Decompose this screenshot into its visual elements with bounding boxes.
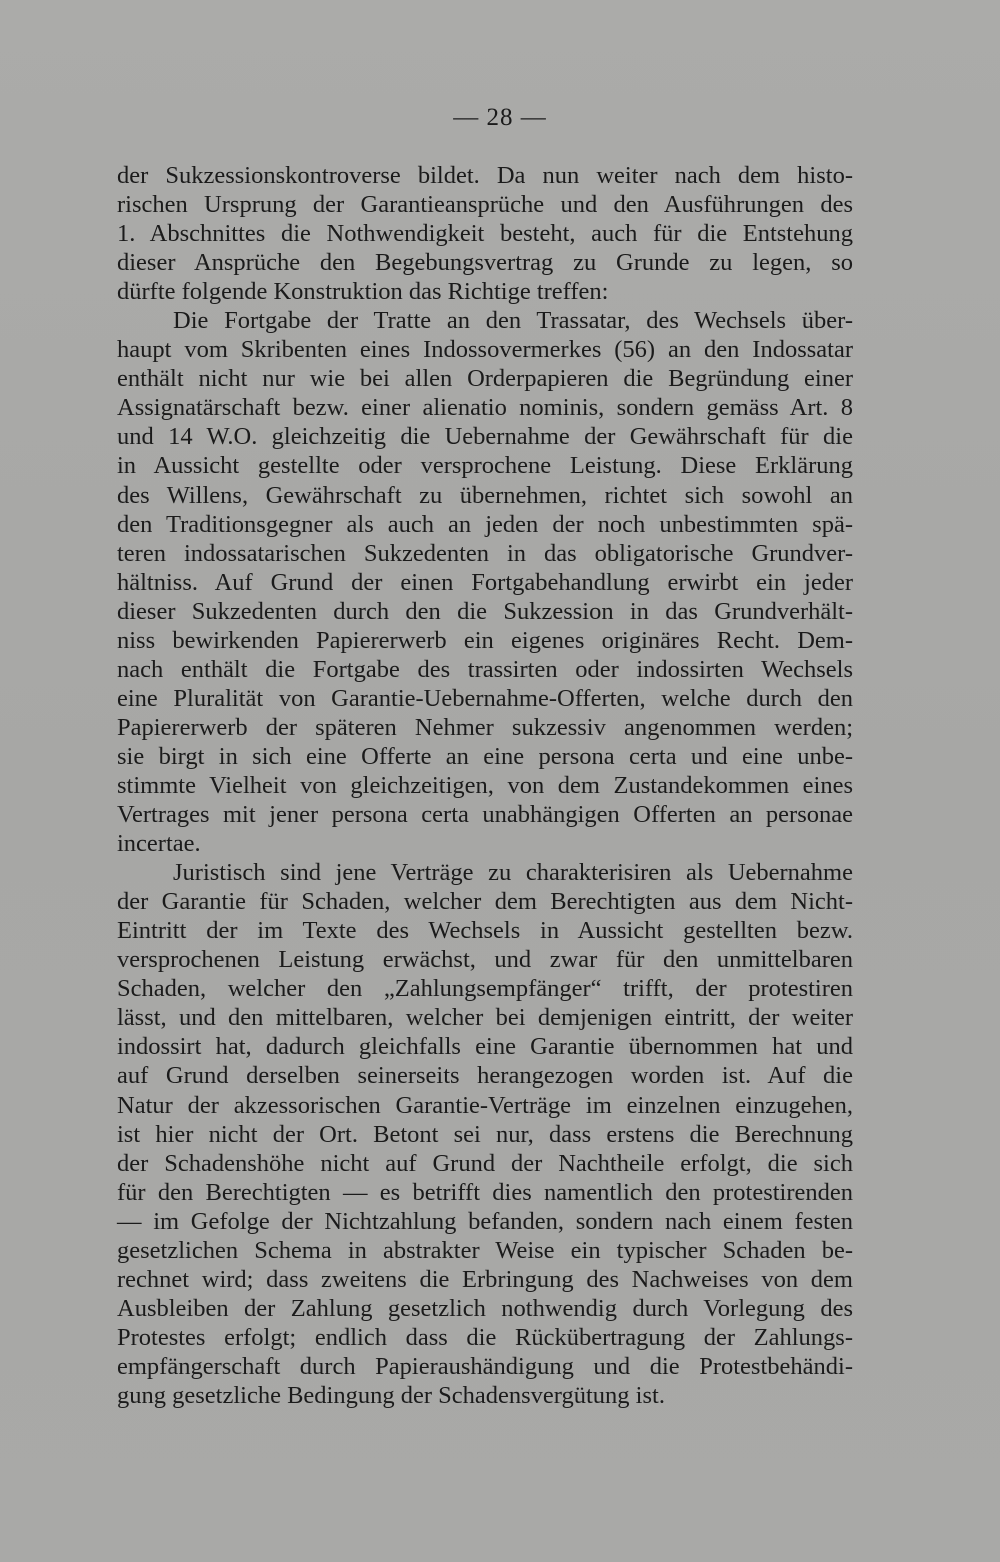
text-line: indossirt hat, dadurch gleichfalls eine Garantie übernommen hat und	[117, 1033, 853, 1061]
text-line: Juristisch sind jene Verträge zu charakterisiren als Uebernahme	[173, 859, 853, 887]
text-line: den Traditionsgegner als auch an jeden der noch unbestimmten spä-	[117, 510, 853, 538]
text-line: rischen Ursprung der Garantieansprüche und den Ausführungen des	[117, 191, 853, 219]
text-line: enthält nicht nur wie bei allen Orderpapieren die Begründung einer	[117, 365, 853, 393]
text-line: nach enthält die Fortgabe des trassirten oder indossirten Wechsels	[117, 655, 853, 683]
text-line: haupt vom Skribenten eines Indossovermerkes (56) an den Indossatar	[117, 336, 853, 364]
text-line: und 14 W.O. gleichzeitig die Uebernahme der Gewährschaft für die	[117, 423, 853, 451]
text-line: für den Berechtigten — es betrifft dies namentlich den protestirenden	[117, 1178, 853, 1206]
text-line: Ausbleiben der Zahlung gesetzlich nothwendig durch Vorlegung des	[117, 1294, 853, 1322]
paragraph	[117, 161, 853, 306]
text-line: rechnet wird; dass zweitens die Erbringung des Nachweises von dem	[117, 1265, 853, 1293]
text-line: der Sukzessionskontroverse bildet. Da nun weiter nach dem histo-	[117, 162, 853, 189]
text-line: der Garantie für Schaden, welcher dem Berechtigten aus dem Nicht-	[117, 888, 853, 916]
paragraph	[117, 306, 853, 858]
text-line: der Schadenshöhe nicht auf Grund der Nachtheile erfolgt, die sich	[117, 1149, 853, 1177]
text-line: Schaden, welcher den „Zahlungsempfänger“ trifft, der protestiren	[117, 975, 853, 1003]
text-line: dieser Sukzedenten durch den die Sukzession in das Grundverhält-	[117, 597, 853, 625]
text-line: dürfte folgende Konstruktion das Richtige treffen:	[117, 278, 609, 306]
text-line: Assignatärschaft bezw. einer alienatio nominis, sondern gemäss Art. 8	[117, 394, 853, 422]
text-line: auf Grund derselben seinerseits herangezogen worden ist. Auf die	[117, 1062, 853, 1090]
text-line: stimmte Vielheit von gleichzeitigen, von dem Zustandekommen eines	[117, 771, 853, 799]
text-line: ist hier nicht der Ort. Betont sei nur, dass erstens die Berechnung	[117, 1120, 853, 1148]
text-line: niss bewirkenden Papiererwerb ein eigenes originäres Recht. Dem-	[117, 626, 853, 654]
text-line: empfängerschaft durch Papieraushändigung und die Protestbehändi-	[117, 1352, 853, 1380]
text-line: sie birgt in sich eine Offerte an eine persona certa und eine unbe-	[117, 742, 853, 770]
text-line: Eintritt der im Texte des Wechsels in Aussicht gestellten bezw.	[117, 917, 853, 945]
text-line: Protestes erfolgt; endlich dass die Rückübertragung der Zahlungs-	[117, 1323, 853, 1351]
paragraph	[117, 858, 853, 1410]
text-line: in Aussicht gestellte oder versprochene Leistung. Diese Erklärung	[117, 452, 853, 480]
text-line: Papiererwerb der späteren Nehmer sukzessiv angenommen werden;	[117, 713, 853, 741]
text-line: hältniss. Auf Grund der einen Fortgabehandlung erwirbt ein jeder	[117, 568, 853, 596]
text-line: gesetzlichen Schema in abstrakter Weise ein typischer Schaden be-	[117, 1236, 853, 1264]
text-line: versprochenen Leistung erwächst, und zwar für den unmittelbaren	[117, 946, 853, 974]
text-line: Natur der akzessorischen Garantie-Verträge im einzelnen einzugehen,	[117, 1091, 853, 1119]
text-line: dieser Ansprüche den Begebungsvertrag zu Grunde zu legen, so	[117, 249, 853, 277]
text-line: des Willens, Gewährschaft zu übernehmen, richtet sich sowohl an	[117, 481, 853, 509]
text-line: Vertrages mit jener persona certa unabhängigen Offerten an personae	[117, 801, 853, 829]
text-line: lässt, und den mittelbaren, welcher bei demjenigen eintritt, der weiter	[117, 1004, 853, 1032]
text-line: — im Gefolge der Nichtzahlung befanden, sondern nach einem festen	[117, 1207, 853, 1235]
text-line: eine Pluralität von Garantie-Uebernahme-Offerten, welche durch den	[117, 684, 853, 712]
text-line: Die Fortgabe der Tratte an den Trassatar, des Wechsels über-	[173, 307, 853, 335]
body-text	[117, 161, 853, 1410]
page-number: — 28 —	[453, 104, 547, 131]
text-line: incertae.	[117, 830, 201, 858]
text-line: 1. Abschnittes die Nothwendigkeit besteht, auch für die Entstehung	[117, 220, 853, 248]
text-line: teren indossatarischen Sukzedenten in das obligatorische Grundver-	[117, 539, 853, 567]
text-line: gung gesetzliche Bedingung der Schadensvergütung ist.	[117, 1381, 665, 1409]
